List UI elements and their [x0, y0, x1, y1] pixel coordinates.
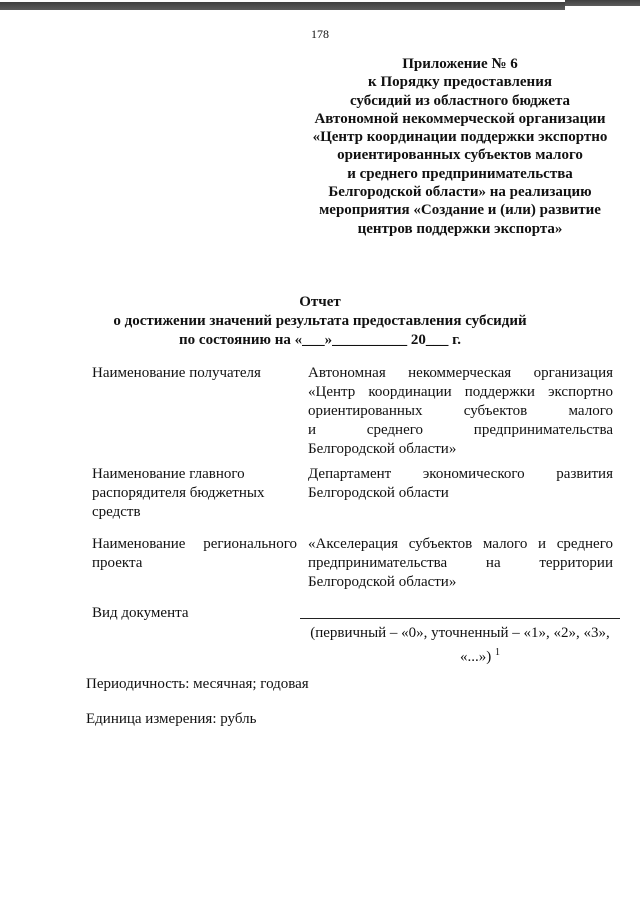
recipient-value-line: Автономная некоммерческая организация — [308, 365, 613, 381]
footnote-marker: 1 — [495, 647, 500, 658]
doc-type-hint-text: «...») — [460, 649, 492, 665]
doc-type-label: Вид документа — [92, 605, 189, 621]
recipient-value-line: и среднего предпринимательства — [308, 422, 613, 438]
manager-value-line: Департамент экономического развития — [308, 466, 613, 482]
doc-type-hint — [300, 624, 620, 667]
appendix-header — [300, 55, 620, 238]
recipient-value-line: «Центр координации поддержки экспортно — [308, 384, 613, 400]
doc-type-hint-line2 — [300, 643, 620, 667]
manager-value — [308, 465, 613, 503]
unit-text: Единица измерения: рубль — [86, 711, 257, 727]
report-date-line: по состоянию на «___»__________ 20___ г. — [179, 332, 461, 348]
recipient-label: Наименование получателя — [92, 365, 261, 381]
doc-type-hint-line: (первичный – «0», уточненный – «1», «2», «3», — [310, 625, 610, 641]
appendix-line: центров поддержки экспорта» — [357, 220, 563, 237]
appendix-line: и среднего предпринимательства — [347, 165, 573, 182]
recipient-value-line: ориентированных субъектов малого — [308, 403, 613, 419]
project-label-line: Наименование регионального — [92, 536, 297, 552]
project-value — [308, 535, 613, 592]
report-subtitle: о достижении значений результата предоставления субсидий — [113, 313, 527, 329]
project-label — [92, 535, 297, 573]
appendix-line: «Центр координации поддержки экспортно — [312, 129, 608, 146]
project-label-line: проекта — [92, 555, 143, 571]
manager-label-line: средств — [92, 504, 141, 520]
appendix-line: мероприятия «Создание и (или) развитие — [319, 202, 601, 219]
manager-label-line: Наименование главного — [92, 466, 245, 482]
project-value-line: «Акселерация субъектов малого и среднего — [308, 536, 613, 552]
appendix-line: Белгородской области» на реализацию — [328, 184, 592, 201]
report-title: Отчет — [299, 294, 341, 310]
appendix-line: ориентированных субъектов малого — [337, 147, 583, 164]
appendix-line: Автономной некоммерческой организации — [314, 110, 606, 127]
report-heading — [0, 293, 640, 350]
recipient-value — [308, 364, 613, 459]
manager-value-line: Белгородской области — [308, 485, 449, 501]
appendix-line: к Порядку предоставления — [368, 74, 552, 91]
doc-type-fill-line — [300, 618, 620, 619]
appendix-line: Приложение № 6 — [402, 56, 518, 72]
manager-label — [92, 465, 282, 522]
page-number: 178 — [311, 27, 329, 41]
scan-edge-top-right — [565, 0, 640, 6]
scan-edge-top — [0, 2, 565, 10]
manager-label-line: распорядителя бюджетных — [92, 485, 265, 501]
project-value-line: предпринимательства на территории — [308, 555, 613, 571]
periodicity-text: Периодичность: месячная; годовая — [86, 676, 309, 692]
recipient-value-line: Белгородской области» — [308, 441, 457, 457]
project-value-line: Белгородской области» — [308, 574, 457, 590]
appendix-line: субсидий из областного бюджета — [349, 92, 571, 109]
